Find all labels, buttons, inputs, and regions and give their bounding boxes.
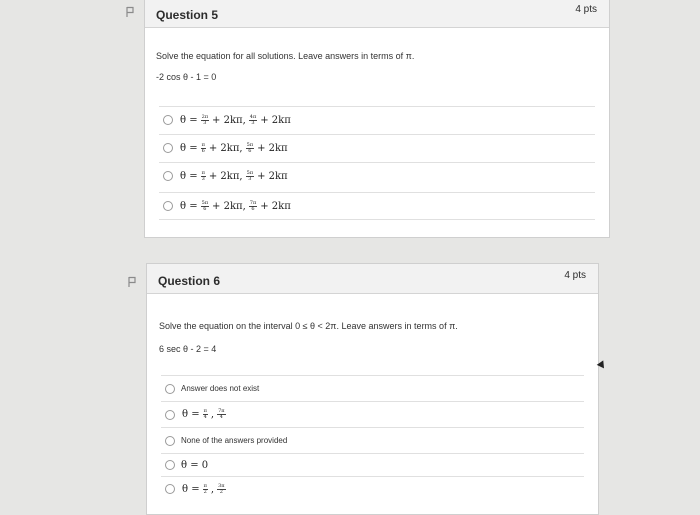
radio-button[interactable] xyxy=(165,484,175,494)
question-equation: 6 sec θ - 2 = 4 xyxy=(159,344,217,354)
question-6-header xyxy=(147,264,598,294)
question-title: Question 5 xyxy=(156,8,219,22)
points-label: 4 pts xyxy=(564,270,586,281)
answer-option[interactable] xyxy=(159,192,595,220)
option-math: θ = $\frac{5\pi}{6}$ + 2kπ, $\frac{7\pi}{6}$ + 2kπ xyxy=(180,199,291,212)
option-math: θ = $\frac{\pi}{3}$ + 2kπ, $\frac{5\pi}{3}$ + 2kπ xyxy=(180,169,288,182)
radio-button[interactable] xyxy=(165,384,175,394)
answer-option[interactable] xyxy=(161,476,584,501)
answer-option[interactable] xyxy=(161,453,584,476)
question-6-card xyxy=(146,263,599,515)
question-prompt: Solve the equation for all solutions. Leave answers in terms of π. xyxy=(156,51,415,61)
answer-option[interactable] xyxy=(161,375,584,401)
radio-button[interactable] xyxy=(163,201,173,211)
option-text: None of the answers provided xyxy=(181,436,288,445)
answer-option[interactable] xyxy=(161,401,584,427)
option-math: θ = $\frac{\pi}{2}$ , $\frac{3\pi}{2}$ xyxy=(182,482,225,495)
option-math: θ = $\frac{\pi}{6}$ + 2kπ, $\frac{5\pi}{6}$ + 2kπ xyxy=(180,141,288,154)
radio-button[interactable] xyxy=(163,115,173,125)
points-label: 4 pts xyxy=(575,4,597,15)
question-equation: -2 cos θ - 1 = 0 xyxy=(156,72,217,82)
question-5-header xyxy=(145,0,609,28)
radio-button[interactable] xyxy=(163,143,173,153)
option-math: θ = $\frac{\pi}{4}$ , $\frac{7\pi}{4}$ xyxy=(182,408,225,420)
answer-option[interactable] xyxy=(161,427,584,453)
option-math: θ = 0 xyxy=(181,459,209,471)
radio-button[interactable] xyxy=(165,460,175,470)
radio-button[interactable] xyxy=(165,436,175,446)
question-prompt: Solve the equation on the interval 0 ≤ θ < 2π. Leave answers in terms of π. xyxy=(159,321,458,331)
option-math: θ = $\frac{2\pi}{3}$ + 2kπ, $\frac{4\pi}{3}$ + 2kπ xyxy=(180,113,291,126)
question-title: Question 6 xyxy=(158,274,221,288)
flag-icon[interactable] xyxy=(126,276,138,288)
option-text: Answer does not exist xyxy=(181,384,260,393)
answer-option[interactable] xyxy=(159,106,595,133)
radio-button[interactable] xyxy=(163,171,173,181)
question-5-card xyxy=(144,0,610,238)
radio-button[interactable] xyxy=(165,410,175,420)
answer-option[interactable] xyxy=(159,162,595,189)
answer-option[interactable] xyxy=(159,134,595,161)
flag-icon[interactable] xyxy=(124,6,136,18)
